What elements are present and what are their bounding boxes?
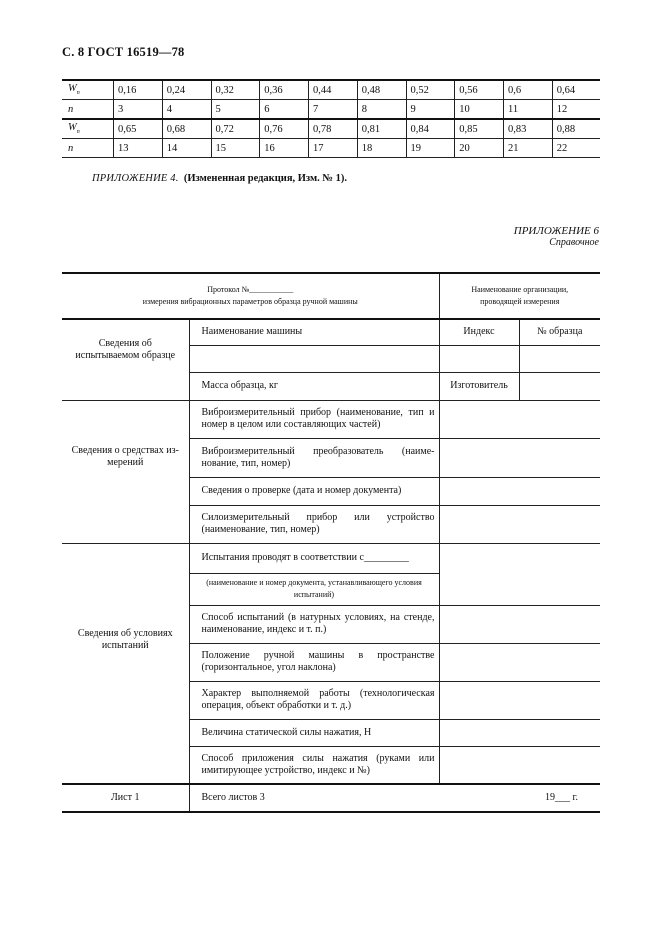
table-cell: 9 xyxy=(406,100,455,120)
index-label: Индекс xyxy=(439,319,519,345)
appendix-4-ref: ПРИЛОЖЕНИЕ 4. xyxy=(92,173,179,184)
doc-hint: (наименование и номер документа, устанавливающего условия испытаний) xyxy=(189,573,439,605)
appendix-6-subtitle: Справочное xyxy=(549,237,599,248)
manufacturer-value[interactable] xyxy=(519,372,600,400)
table-cell: 6 xyxy=(260,100,309,120)
amendment-text: (Измененная редакция, Изм. № 1). xyxy=(183,173,347,184)
vibro-device-label: Виброизмерительный прибор (наименование, тип и номер в целом или составляющих частей) xyxy=(189,400,439,438)
table-cell: 0,32 xyxy=(211,80,260,100)
table-row xyxy=(62,119,600,139)
table-row xyxy=(62,139,600,158)
table-row xyxy=(62,100,600,120)
table-cell: 16 xyxy=(260,139,309,158)
position-label: Положение ручной машины в пространстве (горизонтальное, угол наклона) xyxy=(189,643,439,681)
table-cell: 15 xyxy=(211,139,260,158)
table-cell: 0,72 xyxy=(211,119,260,139)
table-cell: 21 xyxy=(504,139,553,158)
force-device-value[interactable] xyxy=(439,505,600,543)
manufacturer-label: Изготовитель xyxy=(439,372,519,400)
tests-per-label: Испытания проводят в соответствии с_________ xyxy=(189,543,439,573)
index-value[interactable] xyxy=(439,345,519,372)
protocol-form xyxy=(62,272,600,813)
table-cell: 18 xyxy=(357,139,406,158)
machine-name-value[interactable] xyxy=(189,345,439,372)
verification-label: Сведения о проверке (дата и номер документа) xyxy=(189,477,439,505)
force-method-value[interactable] xyxy=(439,746,600,784)
row-label: n xyxy=(62,139,114,158)
table-cell: 0,83 xyxy=(504,119,553,139)
static-force-value[interactable] xyxy=(439,719,600,746)
table-cell: 0,52 xyxy=(406,80,455,100)
vibro-transducer-label: Виброизмерительный преобразователь (наиме-нование, тип, номер) xyxy=(189,438,439,477)
protocol-number: Протокол №___________ xyxy=(207,285,294,294)
force-method-label: Способ приложения силы нажатия (руками или имитирующее устройство, индекс и №) xyxy=(189,746,439,784)
table-cell: 7 xyxy=(309,100,358,120)
table-cell: 0,16 xyxy=(114,80,163,100)
total-sheets-label: Всего листов 3 xyxy=(201,792,265,803)
static-force-label: Величина статической силы нажатия, Н xyxy=(189,719,439,746)
table-cell: 3 xyxy=(114,100,163,120)
protocol-title-cell xyxy=(62,273,439,319)
work-nature-label: Характер выполняемой работы (технологическая операция, объект обработки и т. д.) xyxy=(189,681,439,719)
table-cell: 0,78 xyxy=(309,119,358,139)
protocol-subject: измерения вибрационных параметров образца ручной машины xyxy=(142,297,358,306)
force-device-label: Силоизмерительный прибор или устройство (наименование, тип, номер) xyxy=(189,505,439,543)
table-cell: 0,84 xyxy=(406,119,455,139)
table-cell: 11 xyxy=(504,100,553,120)
appendix-6-title: ПРИЛОЖЕНИЕ 6 xyxy=(513,225,599,237)
vibro-device-value[interactable] xyxy=(439,400,600,438)
row-label: $W_n$ xyxy=(62,80,114,100)
table-cell: 5 xyxy=(211,100,260,120)
table-cell: 14 xyxy=(162,139,211,158)
table-cell: 0,81 xyxy=(357,119,406,139)
org-label-2: проводящей измерения xyxy=(480,297,560,306)
group-measurement-means: Сведения о средствах из-мерений xyxy=(62,400,189,543)
sheet-label: Лист 1 xyxy=(62,784,189,812)
verification-value[interactable] xyxy=(439,477,600,505)
table-cell: 0,68 xyxy=(162,119,211,139)
table-cell: 0,56 xyxy=(455,80,504,100)
table-cell: 0,64 xyxy=(552,80,600,100)
footer-sheets xyxy=(189,784,600,812)
table-cell: 0,6 xyxy=(504,80,553,100)
test-method-label: Способ испытаний (в натурных условиях, на стенде, наименование, индекс и т. п.) xyxy=(189,605,439,643)
org-label-1: Наименование организации, xyxy=(471,285,569,294)
table-cell: 17 xyxy=(309,139,358,158)
table-cell: 10 xyxy=(455,100,504,120)
group-sample-info: Сведения об испытываемом образце xyxy=(62,319,189,400)
vibro-transducer-value[interactable] xyxy=(439,438,600,477)
table-cell: 20 xyxy=(455,139,504,158)
table-cell: 0,76 xyxy=(260,119,309,139)
table-cell: 19 xyxy=(406,139,455,158)
group-test-conditions: Сведения об условиях испытаний xyxy=(62,543,189,784)
table-cell: 22 xyxy=(552,139,600,158)
year-field[interactable]: 19___ г. xyxy=(545,792,579,803)
machine-name-label: Наименование машины xyxy=(189,319,439,345)
table-cell: 0,48 xyxy=(357,80,406,100)
tests-per-value[interactable] xyxy=(439,543,600,605)
sample-no-value[interactable] xyxy=(519,345,600,372)
sample-no-label: № образца xyxy=(519,319,600,345)
table-cell: 13 xyxy=(114,139,163,158)
table-cell: 0,44 xyxy=(309,80,358,100)
amendment-note xyxy=(92,173,347,184)
table-cell: 0,65 xyxy=(114,119,163,139)
table-row xyxy=(62,80,600,100)
table-cell: 0,36 xyxy=(260,80,309,100)
table-cell: 4 xyxy=(162,100,211,120)
work-nature-value[interactable] xyxy=(439,681,600,719)
page-header: С. 8 ГОСТ 16519—78 xyxy=(62,45,185,59)
test-method-value[interactable] xyxy=(439,605,600,643)
row-label: $W_n$ xyxy=(62,119,114,139)
position-value[interactable] xyxy=(439,643,600,681)
table-cell: 0,24 xyxy=(162,80,211,100)
appendix-6-heading xyxy=(514,225,599,249)
table-cell: 8 xyxy=(357,100,406,120)
table-cell: 0,88 xyxy=(552,119,600,139)
org-cell xyxy=(439,273,600,319)
row-label: n xyxy=(62,100,114,120)
table-cell: 12 xyxy=(552,100,600,120)
table-cell: 0,85 xyxy=(455,119,504,139)
sample-mass-label: Масса образца, кг xyxy=(189,372,439,400)
correlation-table xyxy=(62,79,600,158)
